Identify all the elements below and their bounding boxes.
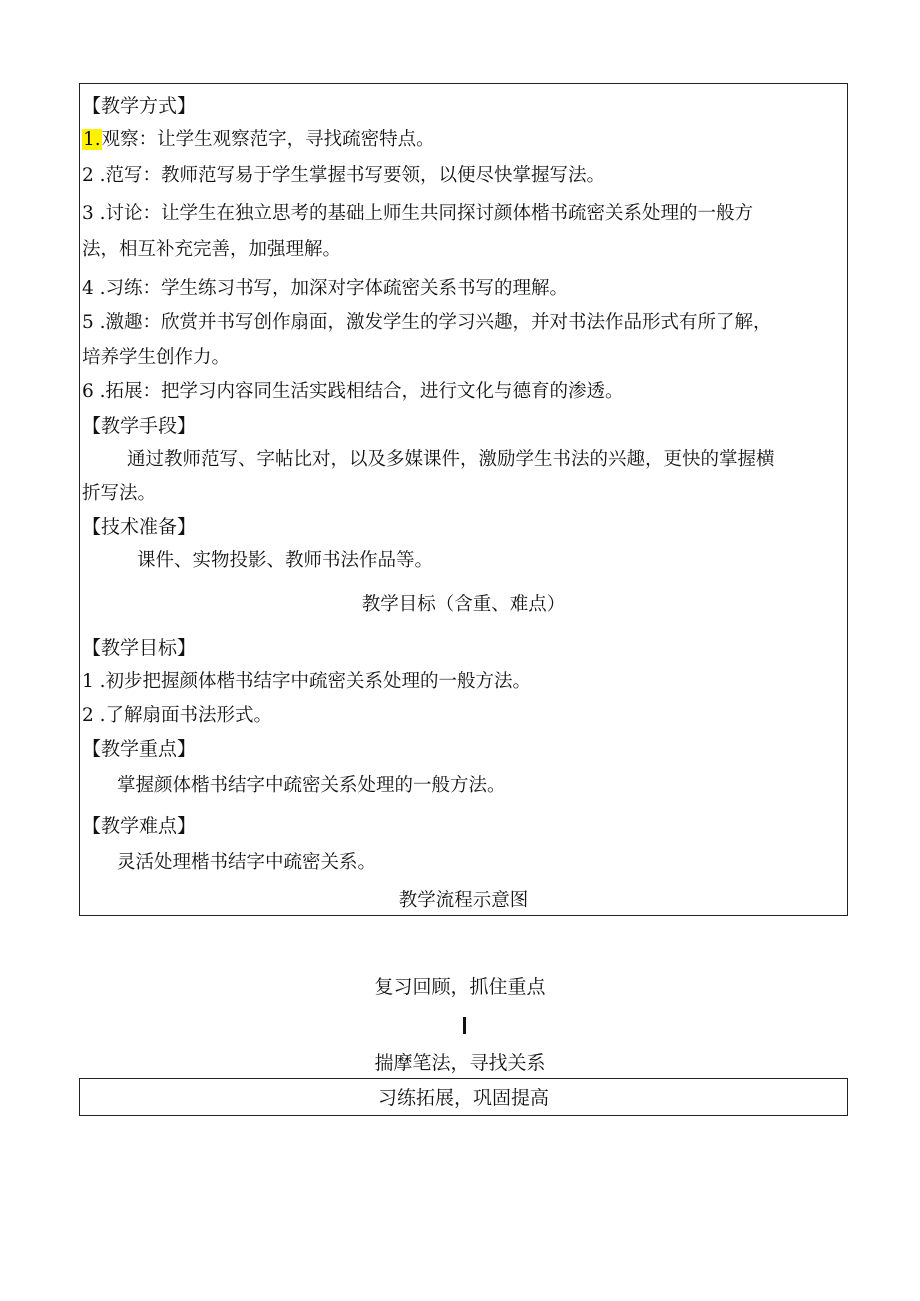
flow-step-3-box	[79, 1078, 848, 1116]
key-points-text: 掌握颜体楷书结字中疏密关系处理的一般方法。	[117, 775, 506, 796]
item-number: 4	[82, 278, 94, 299]
objective-item-1: 1 .初步把握颜体楷书结字中疏密关系处理的一般方法。	[82, 671, 532, 692]
tech-prep-heading: 【技术准备】	[82, 516, 197, 538]
method-item-2	[82, 164, 605, 188]
method-item-3	[82, 202, 753, 226]
method-item-text: .范写：教师范写易于学生掌握书写要领，以便尽快掌握写法。	[93, 165, 606, 186]
item-number: 6	[82, 381, 94, 402]
teaching-means-text-cont: 折写法。	[82, 483, 157, 504]
teaching-means-heading: 【教学手段】	[82, 415, 197, 437]
flow-step-2: 揣摩笔法，寻找关系	[374, 1052, 546, 1074]
item-number: 5	[82, 312, 94, 333]
flow-connector-line	[463, 1017, 466, 1034]
method-item-6	[82, 380, 624, 404]
method-item-4	[82, 277, 568, 301]
teaching-means-text: 通过教师范写、字帖比对，以及多媒课件，激励学生书法的兴趣，更快的掌握横	[127, 449, 775, 470]
teaching-methods-heading: 【教学方式】	[82, 95, 197, 117]
method-item-1	[82, 128, 435, 152]
flow-chart-title: 教学流程示意图	[398, 890, 529, 911]
method-item-text: .讨论：让学生在独立思考的基础上师生共同探讨颜体楷书疏密关系处理的一般方	[93, 203, 754, 224]
method-item-text: 观察：让学生观察范字，寻找疏密特点。	[101, 129, 435, 150]
item-number-highlight: 1.	[83, 129, 101, 150]
difficulties-text: 灵活处理楷书结字中疏密关系。	[117, 852, 377, 873]
difficulties-heading: 【教学难点】	[82, 815, 197, 837]
tech-prep-text: 课件、实物投影、教师书法作品等。	[137, 550, 434, 571]
objective-item-2: 2 .了解扇面书法形式。	[82, 705, 273, 726]
objectives-heading: 【教学目标】	[82, 637, 197, 659]
item-number: 3	[82, 203, 94, 224]
method-item-text: .习练：学生练习书写，加深对字体疏密关系书写的理解。	[93, 278, 569, 299]
method-item-text: .拓展：把学习内容同生活实践相结合，进行文化与德育的渗透。	[93, 381, 624, 402]
method-item-text: .激趣：欣赏并书写创作扇面，激发学生的学习兴趣，并对书法作品形式有所了解，	[93, 312, 772, 333]
flow-step-1: 复习回顾，抓住重点	[374, 976, 546, 998]
objectives-section-title: 教学目标（含重、难点）	[361, 594, 566, 615]
method-item-5	[82, 311, 772, 335]
flow-step-3: 习练拓展，巩固提高	[377, 1087, 549, 1109]
method-item-5-cont: 培养学生创作力。	[82, 347, 231, 368]
method-item-3-cont: 法，相互补充完善，加强理解。	[82, 239, 342, 260]
lesson-plan-box	[79, 83, 848, 916]
key-points-heading: 【教学重点】	[82, 738, 197, 760]
item-number: 2	[82, 165, 94, 186]
